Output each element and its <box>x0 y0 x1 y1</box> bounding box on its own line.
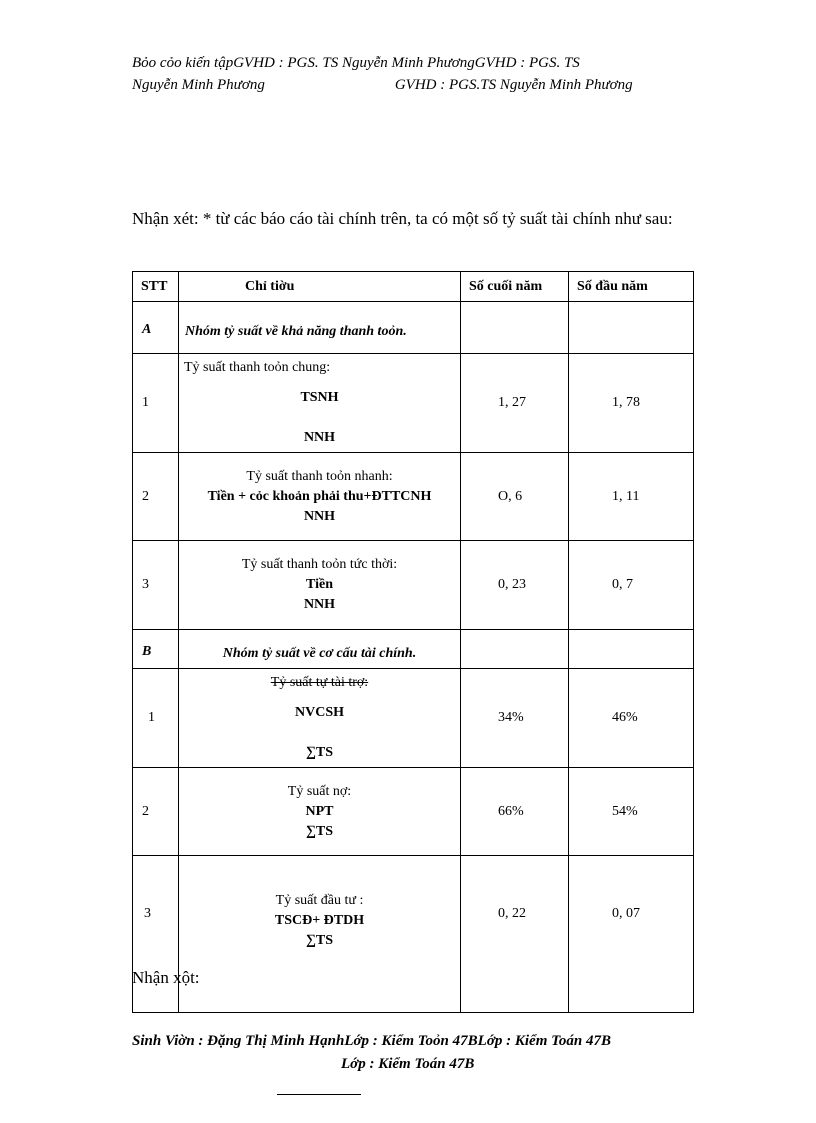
footer-line-1: Sinh Viờn : Đặng Thị Minh HạnhLớp : Kiểm Toỏn 47BLớp : Kiểm Toán 47B <box>132 1033 611 1049</box>
ratio-denominator: ∑TS <box>305 823 334 839</box>
ratio-title: Tỷ suất thanh toỏn nhanh: <box>246 468 393 484</box>
ratio-title: Tỷ suất nợ: <box>287 783 352 799</box>
table-row <box>133 541 694 630</box>
row-stt: 2 <box>133 453 179 541</box>
financial-ratios-table <box>132 271 694 1013</box>
ratio-formula <box>179 856 461 1013</box>
table-row <box>133 669 694 768</box>
row-stt: 3 <box>133 541 179 630</box>
header-line-1: Bỏo cỏo kiến tậpGVHD : PGS. TS Nguyễn Minh PhươngGVHD : PGS. TS <box>132 55 580 71</box>
header-stt: STT <box>133 272 179 302</box>
value-year-end: 0, 23 <box>461 541 569 630</box>
page-footer <box>132 1030 732 1076</box>
ratio-numerator: NPT <box>305 803 334 819</box>
ratio-denominator: ∑TS <box>305 933 334 948</box>
header-indicator: Chỉ tiờu <box>179 272 461 302</box>
table-header-row <box>133 272 694 302</box>
row-stt: 3 <box>133 856 179 1013</box>
ratio-title: Tỷ suất thanh toỏn chung: <box>184 360 331 375</box>
ratio-numerator: TSNH <box>300 390 339 405</box>
value-year-start: 46% <box>569 669 694 768</box>
value-year-start: 1, 11 <box>569 453 694 541</box>
intro-paragraph: Nhận xét: * từ các báo cáo tài chính trên, ta có một số tỷ suất tài chính như sau: <box>132 209 673 228</box>
header-year-end: Số cuối năm <box>461 272 569 302</box>
group-a-code: A <box>133 302 179 354</box>
ratio-title: Tỷ suất tự tài trợ: <box>270 675 369 690</box>
value-year-start: 0, 7 <box>569 541 694 630</box>
ratio-formula <box>179 354 461 453</box>
group-a-label: Nhóm tỷ suất về khả năng thanh toỏn. <box>179 302 461 354</box>
group-b-label: Nhóm tỷ suất về cơ cấu tài chính. <box>179 630 461 669</box>
table-row <box>133 354 694 453</box>
footer-line-2: Lớp : Kiểm Toán 47B <box>341 1056 475 1072</box>
ratio-numerator: TSCĐ+ ĐTDH <box>274 913 365 928</box>
value-year-start: 54% <box>569 768 694 856</box>
value-year-end: 1, 27 <box>461 354 569 453</box>
ratio-formula <box>179 768 461 856</box>
ratio-denominator: NNH <box>303 508 336 524</box>
ratio-formula <box>179 453 461 541</box>
ratio-formula <box>179 541 461 630</box>
value-year-end: 66% <box>461 768 569 856</box>
value-year-end: O, 6 <box>461 453 569 541</box>
ratio-title: Tỷ suất đầu tư : <box>275 893 364 908</box>
table-row <box>133 768 694 856</box>
ratio-numerator: NVCSH <box>294 705 344 720</box>
row-stt: 2 <box>133 768 179 856</box>
row-stt: 1 <box>133 354 179 453</box>
value-year-end: 0, 22 <box>461 856 569 1013</box>
row-stt: 1 <box>133 669 179 768</box>
header-line-2-left: Nguyễn Minh Phương <box>132 77 265 93</box>
table-row <box>133 856 694 1013</box>
ratio-denominator: NNH <box>303 430 336 445</box>
page-header <box>132 52 732 96</box>
table-row <box>133 453 694 541</box>
ratio-formula <box>179 669 461 768</box>
group-row-b <box>133 630 694 669</box>
ratio-denominator: ∑TS <box>305 745 334 760</box>
header-line-2-right: GVHD : PGS.TS Nguyễn Minh Phương <box>394 77 633 93</box>
ratio-numerator: Tiền <box>306 577 333 592</box>
ratio-numerator: Tiền + cỏc khoản phải thu+ĐTTCNH <box>207 488 432 504</box>
footer-divider <box>277 1094 361 1095</box>
value-year-start: 1, 78 <box>569 354 694 453</box>
group-row-a <box>133 302 694 354</box>
comment-label: Nhận xột: <box>132 968 200 987</box>
value-year-end: 34% <box>461 669 569 768</box>
ratio-denominator: NNH <box>303 597 336 612</box>
group-b-code: B <box>133 630 179 669</box>
ratio-title: Tỷ suất thanh toỏn tức thời: <box>241 557 398 572</box>
value-year-start: 0, 07 <box>569 856 694 1013</box>
header-year-start: Số đầu năm <box>569 272 694 302</box>
